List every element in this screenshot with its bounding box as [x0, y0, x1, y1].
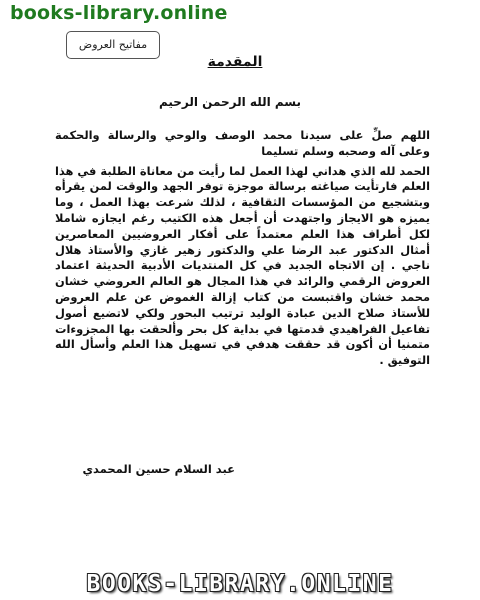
document-body [55, 128, 430, 373]
page-title: المقدمة [207, 54, 263, 70]
watermark-bottom: BOOKS-LIBRARY.ONLINE [86, 571, 394, 597]
basmala-line: بسم الله الرحمن الرحيم [158, 95, 302, 109]
header-label-box: مفاتيح العروض [66, 31, 160, 59]
paragraph-prayer: اللهم صلِّ على سيدنا محمد الوصف والوحي والرسالة والحكمة وعلى آله وصحبه وسلم تسليما [55, 128, 430, 158]
author-signature: عبد السلام حسين المحمدي [82, 462, 235, 476]
watermark-top: books-library.online [10, 2, 228, 24]
paragraph-main: الحمد لله الذي هداني لهذا العمل لما رأيت من معاناة الطلبة في هذا العلم فارتأيت صياغته برسالة موجزة توفر الجهد والوقت لمن يقرأه وبتشجيع من المؤسسات الثقافية ، لذلك شرعت بهذا العمل ، وما يميزه هو الايجاز واجتهدت أن أجعل هذه الكتيب رغم ايجازه شاملا لكل أطراف هذا العلم معتمداً على أفكار العروضيين المعاصرين أمثال الدكتور عبد الرضا علي والدكتور زهير غازي والأستاذ هلال ناجي . إن الاتجاه الجديد في كل المنتديات الأدبية الحديثة اعتماد العروض الرقمي والرائد في هذا المجال هو العالم العروضي خشان محمد خشان واقتبست من كتاب إزالة الغموض عن علم العروض للأستاذ صلاح الدين عبادة الوليد ترتيب البحور ولكي لاتضيع أصول تفاعيل الفراهيدي قدمتها في بداية كل بحر وألحقت بها المجزوءات متمنيا أن أكون قد حققت هدفي في تسهيل هذا العلم وأسأل الله التوفيق . [55, 163, 430, 368]
